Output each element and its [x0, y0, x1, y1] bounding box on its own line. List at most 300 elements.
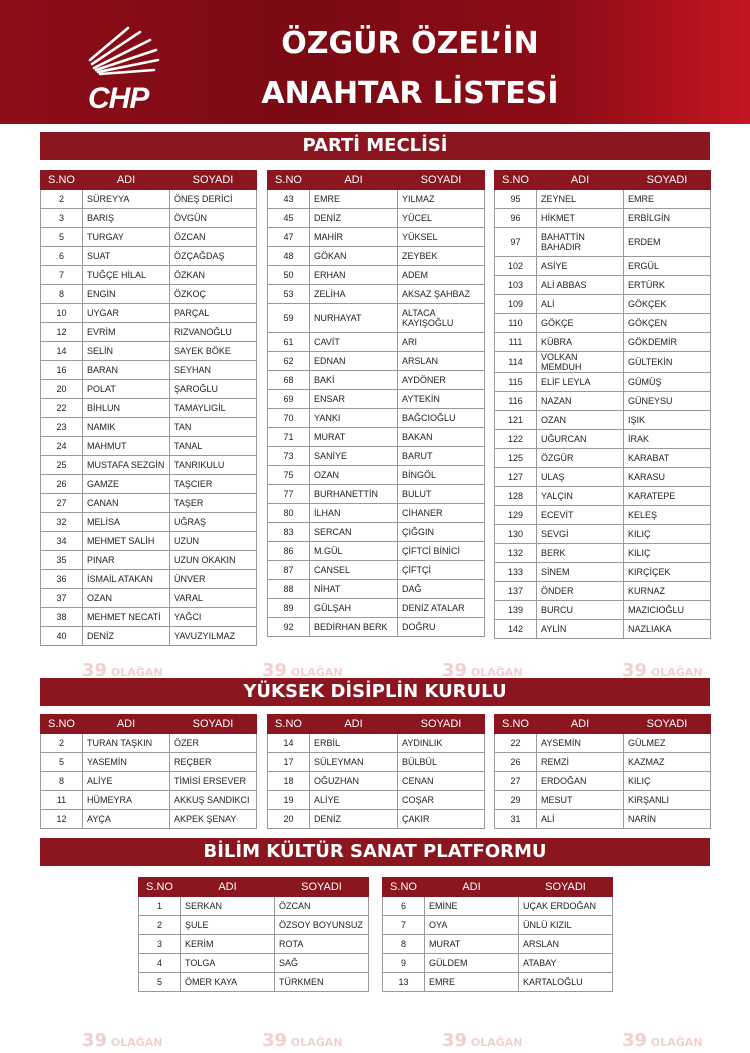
row-number: 5	[139, 973, 181, 992]
table-row	[139, 954, 369, 973]
column-header-surname: SOYADI	[398, 171, 485, 190]
table-row	[495, 487, 711, 506]
row-name: BEDİRHAN BERK	[310, 618, 398, 637]
row-number: 142	[495, 620, 537, 639]
table-row	[268, 371, 485, 390]
row-number: 2	[139, 916, 181, 935]
row-name: HÜMEYRA	[83, 791, 170, 810]
watermark: 39 OLAĞAN	[82, 1030, 163, 1051]
row-name: TURAN TAŞKIN	[83, 734, 170, 753]
row-surname: KARASU	[624, 468, 711, 487]
row-surname: TANAL	[170, 437, 257, 456]
row-name: BERK	[537, 544, 624, 563]
table-row	[268, 504, 485, 523]
row-surname: ÜNLÜ KIZIL	[519, 916, 613, 935]
watermark: 39 OLAĞAN	[622, 1030, 703, 1051]
row-surname: SAĞ	[275, 954, 369, 973]
row-surname: KIRŞANLI	[624, 791, 711, 810]
table-bksp-2	[382, 877, 613, 992]
row-surname: GÜNEYSU	[624, 392, 711, 411]
row-number: 86	[268, 542, 310, 561]
row-number: 16	[41, 361, 83, 380]
row-number: 5	[41, 228, 83, 247]
table-row	[41, 190, 257, 209]
row-number: 26	[41, 475, 83, 494]
row-number: 20	[268, 810, 310, 829]
row-surname: YAVUZYILMAZ	[170, 627, 257, 646]
row-surname: KILIÇ	[624, 544, 711, 563]
row-name: YASEMİN	[83, 753, 170, 772]
column-header-surname: SOYADI	[398, 715, 485, 734]
row-number: 3	[139, 935, 181, 954]
row-name: TOLGA	[181, 954, 275, 973]
row-number: 68	[268, 371, 310, 390]
row-surname: KARATEPE	[624, 487, 711, 506]
watermark: 39 OLAĞAN	[442, 660, 523, 681]
row-name: BARAN	[83, 361, 170, 380]
row-name: SERKAN	[181, 897, 275, 916]
table-row	[41, 475, 257, 494]
row-surname: REÇBER	[170, 753, 257, 772]
row-surname: ÜNVER	[170, 570, 257, 589]
row-number: 24	[41, 437, 83, 456]
row-surname: BULUT	[398, 485, 485, 504]
column-header-surname: SOYADI	[624, 715, 711, 734]
row-number: 102	[495, 257, 537, 276]
column-header-surname: SOYADI	[170, 715, 257, 734]
table-row	[139, 973, 369, 992]
row-name: BURHANETTİN	[310, 485, 398, 504]
row-surname: GÜLTEKİN	[624, 352, 711, 373]
row-number: 103	[495, 276, 537, 295]
table-row	[268, 561, 485, 580]
row-name: ELİF LEYLA	[537, 373, 624, 392]
row-surname: GÜMÜŞ	[624, 373, 711, 392]
watermark: 39 OLAĞAN	[262, 1030, 343, 1051]
row-number: 127	[495, 468, 537, 487]
row-number: 38	[41, 608, 83, 627]
row-surname: KIRÇİÇEK	[624, 563, 711, 582]
row-name: ECEVİT	[537, 506, 624, 525]
table-row	[495, 295, 711, 314]
column-header-no: S.NO	[41, 715, 83, 734]
table-row	[268, 580, 485, 599]
column-header-no: S.NO	[268, 715, 310, 734]
row-number: 8	[41, 285, 83, 304]
row-name: BİHLUN	[83, 399, 170, 418]
row-surname: SEYHAN	[170, 361, 257, 380]
six-arrows-icon	[84, 22, 166, 84]
section-title-bilim-kultur-sanat: BİLİM KÜLTÜR SANAT PLATFORMU	[40, 838, 710, 866]
table-row	[268, 734, 485, 753]
row-number: 69	[268, 390, 310, 409]
table-row	[495, 257, 711, 276]
row-name: MELİSA	[83, 513, 170, 532]
row-name: GÜLŞAH	[310, 599, 398, 618]
row-number: 31	[495, 810, 537, 829]
row-name: ENGİN	[83, 285, 170, 304]
row-name: EMRE	[425, 973, 519, 992]
row-surname: ÖZSOY BOYUNSUZ	[275, 916, 369, 935]
table-row	[495, 563, 711, 582]
row-surname: ZEYBEK	[398, 247, 485, 266]
row-name: GÖKÇE	[537, 314, 624, 333]
row-surname: GÖKÇEK	[624, 295, 711, 314]
row-surname: GÖKDEMİR	[624, 333, 711, 352]
table-row	[268, 523, 485, 542]
row-surname: ÇİFTCİ BİNİCİ	[398, 542, 485, 561]
table-row	[383, 954, 613, 973]
table-row	[495, 791, 711, 810]
row-surname: CENAN	[398, 772, 485, 791]
row-number: 53	[268, 285, 310, 304]
row-surname: ARSLAN	[398, 352, 485, 371]
table-row	[41, 551, 257, 570]
row-surname: TAŞCIER	[170, 475, 257, 494]
table-ydk-2	[267, 714, 485, 829]
row-surname: KILIÇ	[624, 525, 711, 544]
table-row	[41, 437, 257, 456]
table-row	[495, 449, 711, 468]
table-row	[495, 582, 711, 601]
row-name: EVRİM	[83, 323, 170, 342]
table-row	[139, 916, 369, 935]
row-surname: UZUN OKAKIN	[170, 551, 257, 570]
row-surname: YÜKSEL	[398, 228, 485, 247]
row-number: 12	[41, 323, 83, 342]
row-name: TUĞÇE HİLAL	[83, 266, 170, 285]
column-header-no: S.NO	[268, 171, 310, 190]
table-row	[41, 266, 257, 285]
row-surname: ÖZER	[170, 734, 257, 753]
row-name: ALİYE	[310, 791, 398, 810]
row-name: SİNEM	[537, 563, 624, 582]
table-row	[41, 380, 257, 399]
row-number: 8	[41, 772, 83, 791]
table-row	[268, 304, 485, 333]
row-name: İLHAN	[310, 504, 398, 523]
table-row	[495, 411, 711, 430]
table-bksp-1	[138, 877, 369, 992]
row-number: 137	[495, 582, 537, 601]
row-number: 22	[495, 734, 537, 753]
row-number: 45	[268, 209, 310, 228]
column-header-name: ADI	[83, 171, 170, 190]
row-number: 43	[268, 190, 310, 209]
row-number: 1	[139, 897, 181, 916]
row-number: 10	[41, 304, 83, 323]
row-number: 62	[268, 352, 310, 371]
row-number: 132	[495, 544, 537, 563]
row-surname: ATABAY	[519, 954, 613, 973]
row-number: 7	[383, 916, 425, 935]
row-name: MEHMET NECATİ	[83, 608, 170, 627]
row-number: 12	[41, 810, 83, 829]
row-surname: ERDEM	[624, 228, 711, 257]
row-number: 20	[41, 380, 83, 399]
row-name: MAHİR	[310, 228, 398, 247]
table-ydk-3	[494, 714, 711, 829]
table-row	[495, 468, 711, 487]
row-name: MESUT	[537, 791, 624, 810]
table-row	[268, 209, 485, 228]
row-name: AYÇA	[83, 810, 170, 829]
table-row	[495, 601, 711, 620]
row-surname: AYTEKİN	[398, 390, 485, 409]
row-number: 40	[41, 627, 83, 646]
table-row	[495, 506, 711, 525]
column-header-name: ADI	[310, 171, 398, 190]
row-number: 26	[495, 753, 537, 772]
row-number: 18	[268, 772, 310, 791]
row-name: BARIŞ	[83, 209, 170, 228]
row-surname: ÖZÇAĞDAŞ	[170, 247, 257, 266]
section-title-yuksek-disiplin-kurulu: YÜKSEK DİSİPLİN KURULU	[40, 678, 710, 706]
row-surname: ADEM	[398, 266, 485, 285]
row-name: PINAR	[83, 551, 170, 570]
column-header-name: ADI	[537, 171, 624, 190]
table-parti-meclisi-3	[494, 170, 711, 639]
table-row	[495, 734, 711, 753]
row-number: 7	[41, 266, 83, 285]
row-name: SEVGİ	[537, 525, 624, 544]
row-surname: AYDÖNER	[398, 371, 485, 390]
row-name: M.GÜL	[310, 542, 398, 561]
row-number: 129	[495, 506, 537, 525]
table-row	[41, 608, 257, 627]
table-row	[268, 466, 485, 485]
row-name: AYLİN	[537, 620, 624, 639]
table-row	[41, 228, 257, 247]
table-row	[495, 544, 711, 563]
row-name: İSMAİL ATAKAN	[83, 570, 170, 589]
row-name: CANSEL	[310, 561, 398, 580]
row-surname: ERGÜL	[624, 257, 711, 276]
table-row	[268, 542, 485, 561]
row-number: 6	[383, 897, 425, 916]
row-number: 83	[268, 523, 310, 542]
row-surname: ÇIĞGIN	[398, 523, 485, 542]
row-surname: ÇİFTÇİ	[398, 561, 485, 580]
row-surname: KELEŞ	[624, 506, 711, 525]
table-row	[41, 494, 257, 513]
table-row	[41, 399, 257, 418]
row-surname: BÜLBÜL	[398, 753, 485, 772]
column-header-surname: SOYADI	[170, 171, 257, 190]
row-number: 37	[41, 589, 83, 608]
table-row	[41, 418, 257, 437]
row-name: MURAT	[310, 428, 398, 447]
row-number: 35	[41, 551, 83, 570]
row-number: 27	[41, 494, 83, 513]
row-number: 128	[495, 487, 537, 506]
table-row	[268, 753, 485, 772]
row-name: MEHMET SALİH	[83, 532, 170, 551]
row-surname: İRAK	[624, 430, 711, 449]
row-number: 88	[268, 580, 310, 599]
row-number: 97	[495, 228, 537, 257]
row-name: ÖZGÜR	[537, 449, 624, 468]
row-surname: KARABAT	[624, 449, 711, 468]
row-name: MURAT	[425, 935, 519, 954]
row-name: KERİM	[181, 935, 275, 954]
row-surname: EMRE	[624, 190, 711, 209]
row-number: 73	[268, 447, 310, 466]
page-title-line2: ANAHTAR LİSTESİ	[261, 76, 559, 111]
table-row	[268, 228, 485, 247]
row-name: ALİ ABBAS	[537, 276, 624, 295]
row-surname: KURNAZ	[624, 582, 711, 601]
row-name: EMRE	[310, 190, 398, 209]
table-row	[495, 352, 711, 373]
table-row	[41, 589, 257, 608]
row-number: 25	[41, 456, 83, 475]
row-name: ALİ	[537, 295, 624, 314]
row-name: TURGAY	[83, 228, 170, 247]
row-name: UYGAR	[83, 304, 170, 323]
table-row	[268, 285, 485, 304]
table-row	[383, 916, 613, 935]
row-name: NURHAYAT	[310, 304, 398, 333]
row-number: 32	[41, 513, 83, 532]
row-number: 9	[383, 954, 425, 973]
row-surname: UZUN	[170, 532, 257, 551]
table-row	[41, 209, 257, 228]
table-row	[268, 352, 485, 371]
row-name: CAVİT	[310, 333, 398, 352]
column-header-name: ADI	[425, 878, 519, 897]
table-row	[495, 228, 711, 257]
table-row	[495, 333, 711, 352]
table-row	[41, 570, 257, 589]
row-surname: AKPEK ŞENAY	[170, 810, 257, 829]
column-header-name: ADI	[537, 715, 624, 734]
row-name: ZELİHA	[310, 285, 398, 304]
column-header-no: S.NO	[383, 878, 425, 897]
row-number: 116	[495, 392, 537, 411]
row-surname: GÜLMEZ	[624, 734, 711, 753]
row-name: SÜLEYMAN	[310, 753, 398, 772]
table-row	[268, 810, 485, 829]
row-surname: ALTACA KAYIŞOĞLU	[398, 304, 485, 333]
row-name: OYA	[425, 916, 519, 935]
table-row	[495, 430, 711, 449]
row-number: 34	[41, 532, 83, 551]
header-banner	[0, 0, 750, 124]
table-row	[383, 973, 613, 992]
row-number: 80	[268, 504, 310, 523]
row-number: 47	[268, 228, 310, 247]
row-number: 36	[41, 570, 83, 589]
row-surname: BARUT	[398, 447, 485, 466]
table-row	[268, 266, 485, 285]
table-row	[41, 627, 257, 646]
row-surname: ÖZCAN	[170, 228, 257, 247]
table-row	[41, 513, 257, 532]
row-name: OZAN	[310, 466, 398, 485]
row-surname: TAN	[170, 418, 257, 437]
row-surname: TAMAYLIGİL	[170, 399, 257, 418]
row-surname: PARÇAL	[170, 304, 257, 323]
row-number: 89	[268, 599, 310, 618]
row-surname: BAKAN	[398, 428, 485, 447]
row-surname: AKSAZ ŞAHBAZ	[398, 285, 485, 304]
table-row	[268, 247, 485, 266]
watermark: 39 OLAĞAN	[82, 660, 163, 681]
row-number: 111	[495, 333, 537, 352]
watermark: 39 OLAĞAN	[622, 660, 703, 681]
table-row	[41, 532, 257, 551]
row-number: 8	[383, 935, 425, 954]
column-header-no: S.NO	[139, 878, 181, 897]
row-name: ŞULE	[181, 916, 275, 935]
row-name: ZEYNEL	[537, 190, 624, 209]
row-number: 19	[268, 791, 310, 810]
row-number: 114	[495, 352, 537, 373]
row-number: 130	[495, 525, 537, 544]
row-name: YALÇIN	[537, 487, 624, 506]
row-name: BURCU	[537, 601, 624, 620]
table-row	[268, 791, 485, 810]
row-surname: GÖKÇEN	[624, 314, 711, 333]
row-name: REMZİ	[537, 753, 624, 772]
column-header-surname: SOYADI	[624, 171, 711, 190]
row-surname: YÜCEL	[398, 209, 485, 228]
row-surname: DAĞ	[398, 580, 485, 599]
row-name: SUAT	[83, 247, 170, 266]
row-name: GÖKAN	[310, 247, 398, 266]
table-row	[139, 897, 369, 916]
row-surname: TİMİSİ ERSEVER	[170, 772, 257, 791]
row-name: MUSTAFA SEZGİN	[83, 456, 170, 475]
row-number: 110	[495, 314, 537, 333]
row-name: POLAT	[83, 380, 170, 399]
row-name: OZAN	[83, 589, 170, 608]
row-surname: TAŞER	[170, 494, 257, 513]
row-surname: ÇAKIR	[398, 810, 485, 829]
row-name: SERCAN	[310, 523, 398, 542]
row-surname: BİNGÖL	[398, 466, 485, 485]
table-row	[268, 618, 485, 637]
row-name: ERHAN	[310, 266, 398, 285]
row-name: KÜBRA	[537, 333, 624, 352]
row-name: BAKİ	[310, 371, 398, 390]
row-name: EMİNE	[425, 897, 519, 916]
table-row	[495, 314, 711, 333]
table-row	[268, 772, 485, 791]
table-row	[495, 753, 711, 772]
column-header-name: ADI	[181, 878, 275, 897]
table-row	[41, 734, 257, 753]
row-surname: NARİN	[624, 810, 711, 829]
row-number: 75	[268, 466, 310, 485]
row-name: VOLKAN MEMDUH	[537, 352, 624, 373]
row-number: 6	[41, 247, 83, 266]
row-number: 14	[41, 342, 83, 361]
row-surname: ROTA	[275, 935, 369, 954]
table-row	[41, 791, 257, 810]
row-name: DENİZ	[83, 627, 170, 646]
row-number: 71	[268, 428, 310, 447]
table-row	[41, 285, 257, 304]
table-row	[41, 342, 257, 361]
row-name: GÜLDEM	[425, 954, 519, 973]
row-name: DENİZ	[310, 209, 398, 228]
row-number: 96	[495, 209, 537, 228]
table-row	[268, 390, 485, 409]
table-row	[41, 361, 257, 380]
row-number: 125	[495, 449, 537, 468]
